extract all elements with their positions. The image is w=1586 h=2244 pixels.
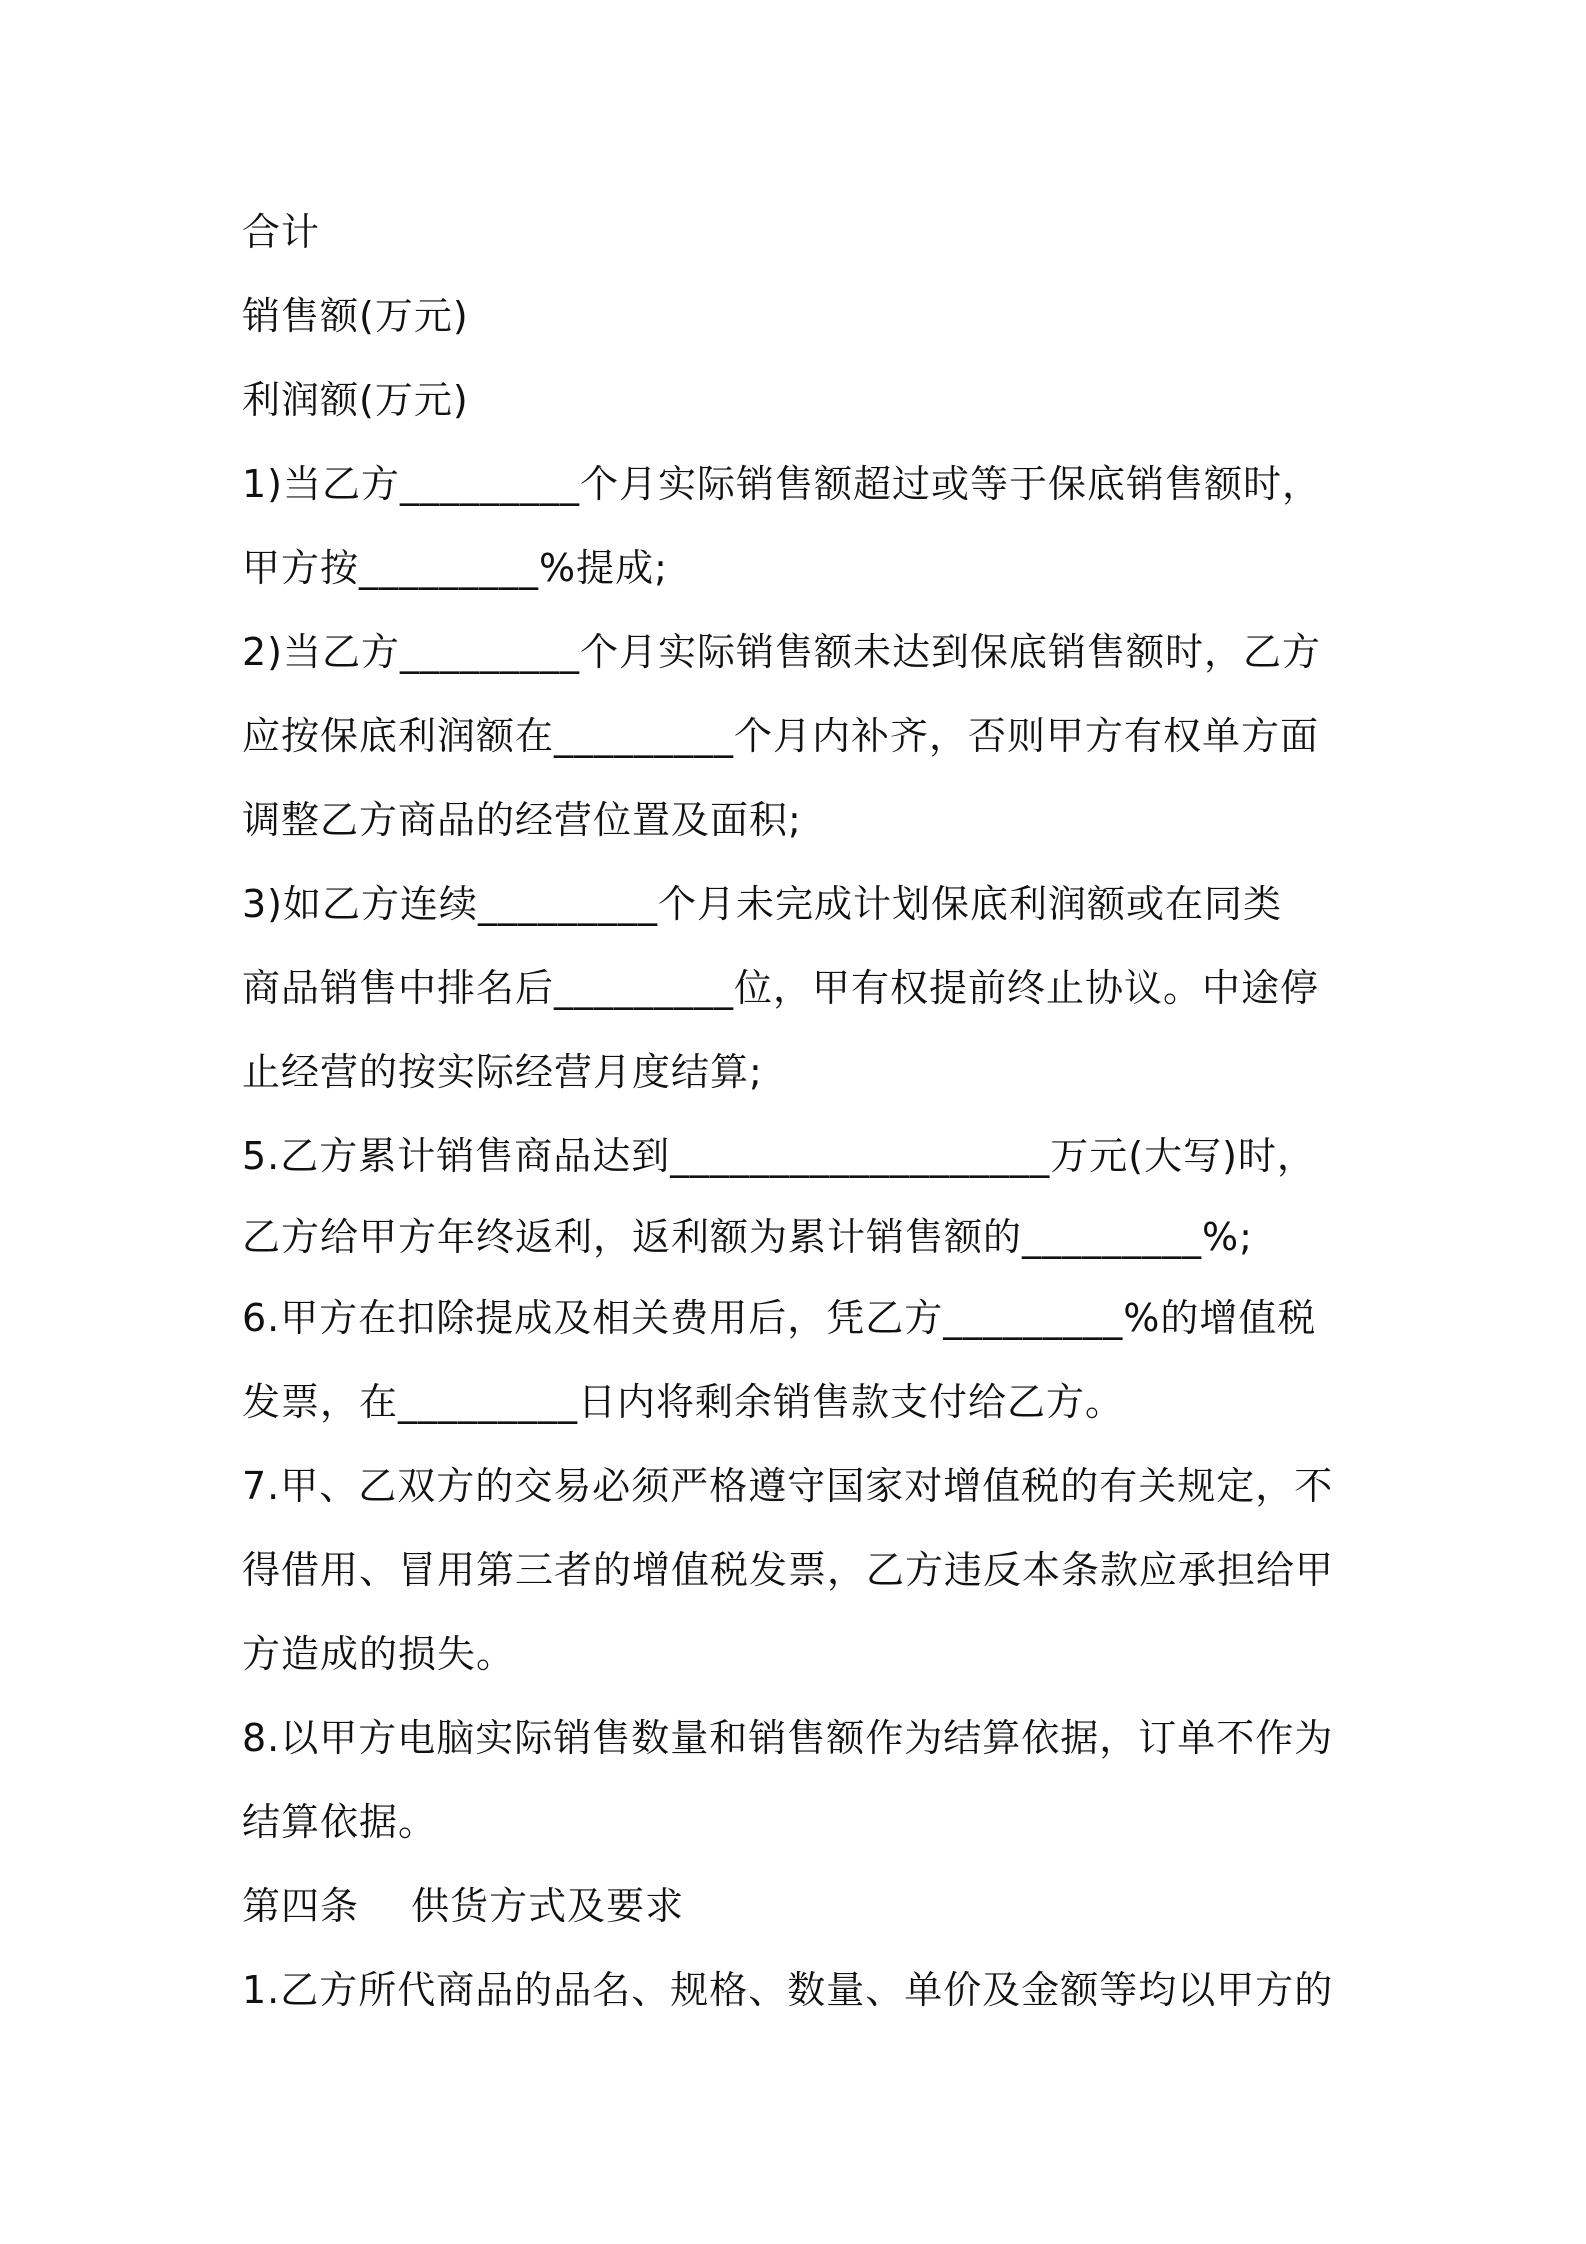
text-line: 利润额(万元) — [242, 378, 469, 422]
text-line: 商品销售中排名后_________位，甲有权提前终止协议。中途停 — [242, 966, 1320, 1010]
text-line: 发票，在_________日内将剩余销售款支付给乙方。 — [242, 1380, 1125, 1424]
text-line: 8.以甲方电脑实际销售数量和销售额作为结算依据，订单不作为 — [242, 1716, 1334, 1760]
text-line: 合计 — [242, 210, 321, 254]
section-heading: 第四条 供货方式及要求 — [242, 1884, 685, 1928]
text-line: 销售额(万元) — [242, 294, 469, 338]
text-line: 得借用、冒用第三者的增值税发票，乙方违反本条款应承担给甲 — [242, 1548, 1335, 1592]
text-line: 1.乙方所代商品的品名、规格、数量、单价及金额等均以甲方的 — [242, 1968, 1334, 2012]
text-line: 1)当乙方_________个月实际销售额超过或等于保底销售额时， — [242, 462, 1322, 506]
text-line: 6.甲方在扣除提成及相关费用后，凭乙方_________%的增值税 — [242, 1296, 1317, 1340]
text-line: 乙方给甲方年终返利，返利额为累计销售额的_________%; — [242, 1215, 1253, 1259]
text-line: 甲方按_________%提成; — [242, 546, 668, 590]
text-line: 止经营的按实际经营月度结算; — [242, 1050, 763, 1094]
text-line: 应按保底利润额在_________个月内补齐，否则甲方有权单方面 — [242, 714, 1320, 758]
document-body — [242, 190, 1362, 2032]
text-line: 方造成的损失。 — [242, 1632, 516, 1676]
text-line: 5.乙方累计销售商品达到___________________万元(大写)时， — [242, 1134, 1316, 1178]
text-line: 3)如乙方连续_________个月未完成计划保底利润额或在同类 — [242, 882, 1283, 926]
text-line: 调整乙方商品的经营位置及面积; — [242, 798, 802, 842]
text-line: 7.甲、乙双方的交易必须严格遵守国家对增值税的有关规定，不 — [242, 1464, 1334, 1508]
text-line: 结算依据。 — [242, 1800, 438, 1844]
text-line: 2)当乙方_________个月实际销售额未达到保底销售额时，乙方 — [242, 630, 1322, 674]
